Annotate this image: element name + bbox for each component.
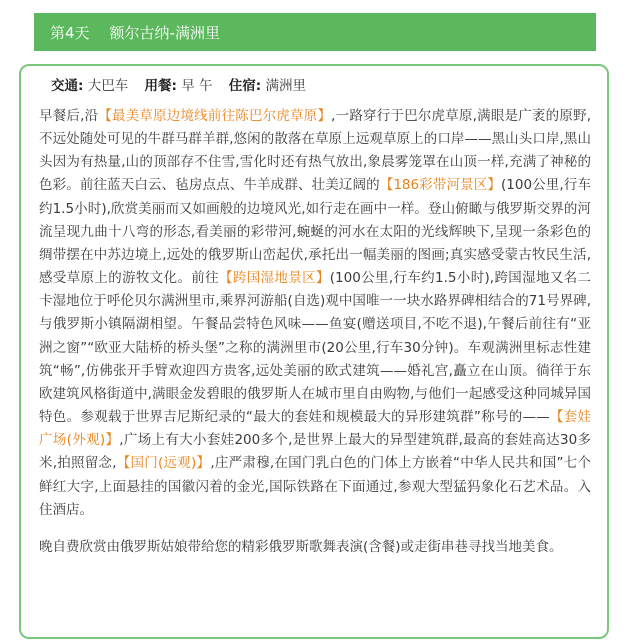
text-segment: 早餐后,沿 <box>39 108 99 124</box>
meals-label: 用餐: <box>144 78 177 94</box>
highlight-matryoshka-square: 【套娃广场(外观)】 <box>39 409 591 449</box>
evening-paragraph: 晚自费欣赏由俄罗斯姑娘带给您的精彩俄罗斯歌舞表演(含餐)或走街串巷寻找当地美食。 <box>39 538 563 555</box>
day-route-title: 额尔古纳-满洲里 <box>109 23 220 42</box>
day-number: 第4天 <box>50 23 90 42</box>
transport-value: 大巴车 <box>87 78 129 94</box>
transport-label: 交通: <box>51 78 84 94</box>
text-segment: (100公里,行车约1.5小时),欣赏美丽而又如画般的边境风光,如行走在画中一样。登山俯瞰与俄罗斯交界的河流呈现九曲十八弯的形态,看美丽的彩带河,蜿蜒的河水在太阳的光线辉映下,呈现一条彩色的绸带摆在中苏边境上,远处的俄罗斯山峦起伏,承托出一幅美丽的图画;真实感受蒙古牧民生活,感受草原上的游牧文化。前往 <box>39 177 591 287</box>
itinerary-card <box>19 64 609 639</box>
text-segment: (100公里,行车约1.5小时),跨国湿地又名二卡湿地位于呼伦贝尔满洲里市,乘界河游船(自选)观中国唯一一块水路界碑相结合的71号界碑,与俄罗斯小镇隔湖相望。午餐品尝特色风味——鱼宴(赠送项目,不吃不退),午餐后前往有“亚洲之窗”“欧亚大陆桥的桥头堡”之称的满洲里市(20公里,行车30分钟)。车观满洲里标志性建筑“畅”,仿佛张开手臂欢迎四方贵客,远处美丽的欧式建筑——婚礼宫,矗立在山顶。徜徉于东欧建筑风格街道中,满眼金发碧眼的俄罗斯人在城市里自由购物,与他们一起感受这种同城异国特色。参观载于世界吉尼斯纪录的“最大的套娃和规模最大的异形建筑群”称号的—— <box>39 270 592 426</box>
main-paragraph <box>39 105 591 522</box>
trip-meta <box>51 74 318 94</box>
highlight-ribbon-river: 【186彩带河景区】 <box>379 177 502 194</box>
day-header <box>34 13 596 51</box>
highlight-wetland: 【跨国湿地景区】 <box>219 270 330 287</box>
lodging-value: 满洲里 <box>265 78 306 94</box>
lodging-label: 住宿: <box>228 78 262 94</box>
text-segment: ,庄严肃穆,在国门乳白色的门体上方嵌着“中华人民共和国”七个鲜红大字,上面悬挂的国徽闪着的金光,国际铁路在下面通过,参观大型猛犸象化石艺术品。入住酒店。 <box>39 455 591 518</box>
meals-value: 早 午 <box>181 78 213 94</box>
itinerary-description <box>39 105 591 559</box>
text-segment: ,一路穿行于巴尔虎草原,满眼是广袤的原野,不远处随处可见的牛群马群羊群,悠闲的散落在草原上远观草原上的口岸——黑山头口岸,黑山头因为有热量,山的顶部存不住雪,雪化时还有热气放出,象晨雾笼罩在山顶一样,充满了神秘的色彩。前往蓝天白云、毡房点点、牛羊成群、壮美辽阔的 <box>39 108 592 194</box>
text-segment: ,广场上有大小套娃200多个,是世界上最大的异型建筑群,最高的套娃高达30多米,拍照留念, <box>39 432 591 472</box>
highlight-national-gate: 【国门(远观)】 <box>116 455 211 472</box>
highlight-grassland-route: 【最美草原边境线前往陈巴尔虎草原】 <box>98 108 332 124</box>
